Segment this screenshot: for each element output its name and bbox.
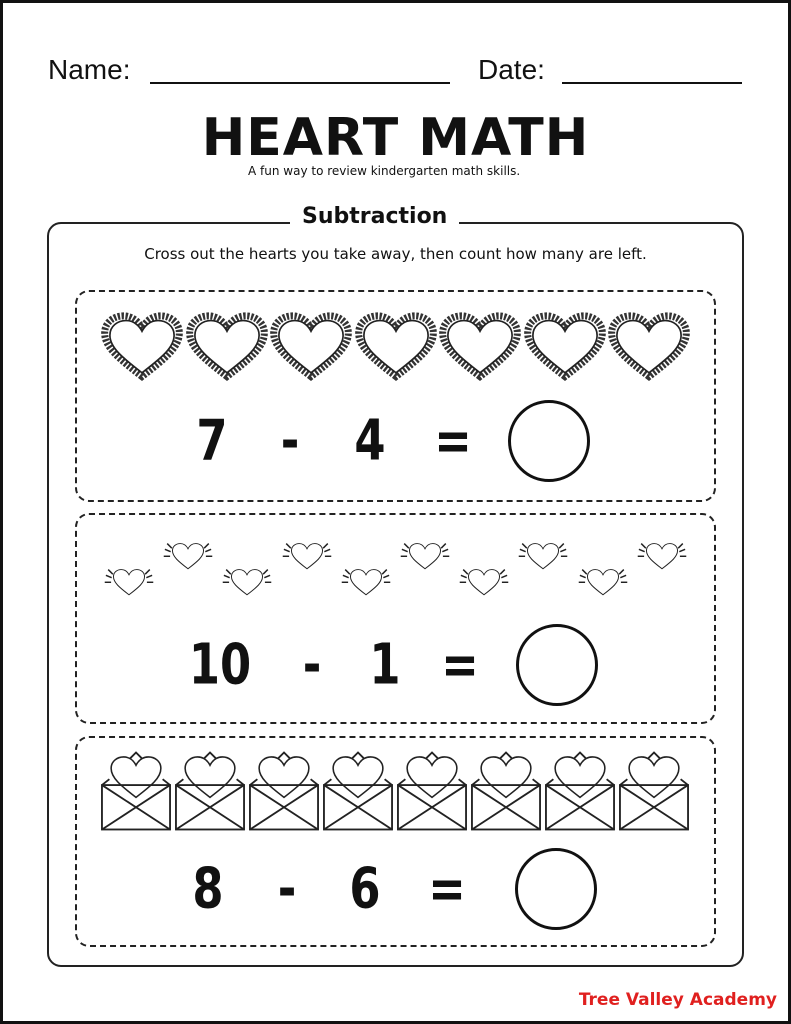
second-number: 1 — [369, 632, 401, 698]
heart-envelope-icon[interactable] — [469, 748, 543, 834]
date-label: Date: — [478, 54, 545, 85]
equals-sign: = — [428, 856, 466, 922]
sparkle-heart-icon[interactable] — [514, 532, 572, 584]
heart-envelope-icon[interactable] — [173, 748, 247, 834]
instructions: Cross out the hearts you take away, then count how many are left. — [144, 245, 647, 263]
equals-sign: = — [434, 408, 472, 474]
sparkle-heart-icon[interactable] — [218, 558, 276, 610]
brand-logo: Tree Valley Academy — [578, 990, 777, 1010]
sparkle-heart-icon[interactable] — [159, 532, 217, 584]
lace-heart-icon[interactable] — [607, 312, 691, 382]
first-number: 10 — [188, 632, 252, 698]
equals-sign: = — [441, 632, 479, 698]
date-field[interactable] — [562, 82, 742, 84]
lace-heart-icon[interactable] — [523, 312, 607, 382]
name-label: Name: — [48, 54, 131, 85]
sparkle-heart-icon[interactable] — [396, 532, 454, 584]
second-number: 4 — [354, 408, 386, 474]
heart-envelope-icon[interactable] — [99, 748, 173, 834]
heart-envelope-icon[interactable] — [321, 748, 395, 834]
answer-circle[interactable] — [508, 400, 590, 482]
heart-envelope-icon[interactable] — [247, 748, 321, 834]
sparkle-heart-icon[interactable] — [633, 532, 691, 584]
page-subtitle: A fun way to review kindergarten math skills. — [248, 164, 521, 178]
page-title: HEART MATH — [201, 108, 590, 168]
minus-sign: - — [280, 408, 300, 474]
lace-heart-icon[interactable] — [438, 312, 522, 382]
minus-sign: - — [277, 856, 297, 922]
first-number: 8 — [192, 856, 224, 922]
lace-heart-icon[interactable] — [354, 312, 438, 382]
answer-circle[interactable] — [516, 624, 598, 706]
sparkle-heart-icon[interactable] — [455, 558, 513, 610]
name-field[interactable] — [150, 82, 450, 84]
second-number: 6 — [349, 856, 381, 922]
heart-envelope-icon[interactable] — [395, 748, 469, 834]
first-number: 7 — [196, 408, 228, 474]
lace-heart-icon[interactable] — [269, 312, 353, 382]
sparkle-heart-icon[interactable] — [278, 532, 336, 584]
lace-heart-icon[interactable] — [185, 312, 269, 382]
section-title: Subtraction — [290, 204, 459, 229]
minus-sign: - — [302, 632, 322, 698]
heart-envelope-icon[interactable] — [617, 748, 691, 834]
lace-heart-icon[interactable] — [100, 312, 184, 382]
sparkle-heart-icon[interactable] — [337, 558, 395, 610]
answer-circle[interactable] — [515, 848, 597, 930]
sparkle-heart-icon[interactable] — [100, 558, 158, 610]
heart-envelope-icon[interactable] — [543, 748, 617, 834]
sparkle-heart-icon[interactable] — [574, 558, 632, 610]
